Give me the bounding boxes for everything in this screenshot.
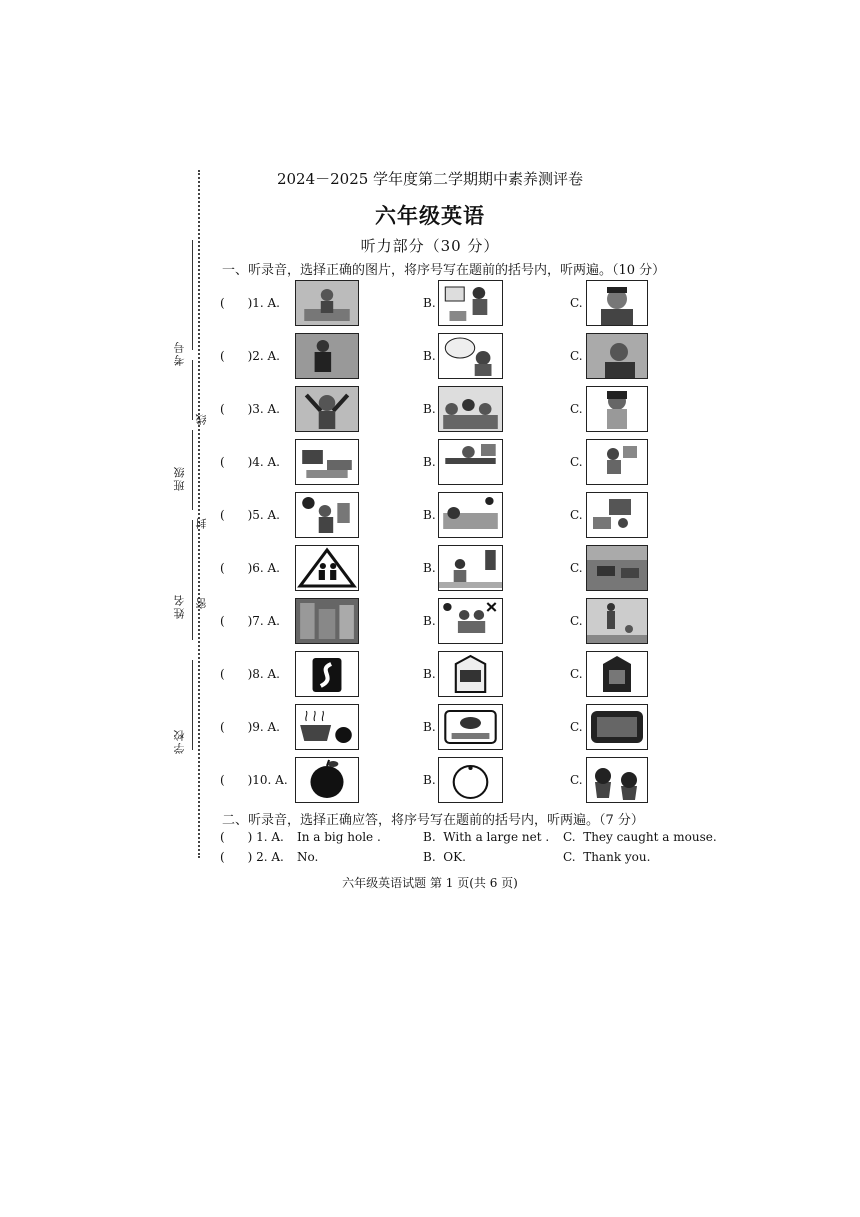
page-footer: 六年级英语试题 第 1 页(共 6 页) (342, 876, 518, 890)
street-scene-icon (586, 545, 648, 591)
question-label: ( )4. A. (220, 455, 280, 469)
line-label: 线 (195, 412, 208, 425)
answer-c: C. Thank you. (563, 850, 651, 864)
answer-a: No. (297, 850, 319, 864)
class-line (192, 430, 193, 510)
option-b-label: B. (423, 296, 436, 310)
woman-sitting-icon (295, 333, 359, 379)
class-label: 班级 (173, 465, 186, 491)
children-crossing-icon (438, 598, 503, 644)
option-b-label: B. (423, 508, 436, 522)
option-c-label: C. (570, 614, 583, 628)
secret-label: 密 (195, 596, 208, 609)
travel-person-icon (438, 280, 503, 326)
option-b-label: B. (423, 455, 436, 469)
answer-c: C. They caught a mouse. (563, 830, 717, 844)
answer-b: B. OK. (423, 850, 466, 864)
option-c-label: C. (570, 773, 583, 787)
tv-room-icon (586, 492, 648, 538)
talking-man-icon (586, 333, 648, 379)
line-rule (192, 360, 193, 420)
reading-person-icon (295, 280, 359, 326)
busy-street-icon (295, 598, 359, 644)
option-b-label: B. (423, 349, 436, 363)
option-b-label: B. (423, 402, 436, 416)
option-c-label: C. (570, 349, 583, 363)
school-crossing-sign-icon (295, 545, 359, 591)
boy-cooking-icon (586, 439, 648, 485)
answer-b: B. With a large net . (423, 830, 550, 844)
name-line (192, 520, 193, 640)
noodle-bowl-apple-icon (295, 704, 359, 750)
exam-no-line (192, 240, 193, 350)
question-label: ( )1. A. (220, 296, 280, 310)
drink-can-icon (295, 651, 359, 697)
binding-dotted-line (198, 170, 200, 858)
apple-icon (295, 757, 359, 803)
girl-portrait-icon (586, 386, 648, 432)
section2-instruction: 二、听录音，选择正确应答，将序号写在题前的括号内，听两遍。（7 分） (222, 813, 644, 828)
option-c-label: C. (570, 455, 583, 469)
desk-study-icon (438, 439, 503, 485)
answer-label: ( ) 2. A. (220, 850, 284, 864)
meal-tray-icon (586, 704, 648, 750)
subject-title: 六年级英语 (375, 203, 485, 228)
exam-no-label: 考号 (173, 340, 186, 366)
question-label: ( )2. A. (220, 349, 280, 363)
part-title: 听力部分（30 分） (360, 237, 500, 255)
name-label: 姓名 (173, 593, 186, 619)
option-b-label: B. (423, 773, 436, 787)
option-c-label: C. (570, 561, 583, 575)
question-label: ( )9. A. (220, 720, 280, 734)
question-label: ( )10. A. (220, 773, 288, 787)
answer-a: In a big hole . (297, 830, 381, 844)
option-c-label: C. (570, 402, 583, 416)
milk-carton-icon (438, 651, 503, 697)
option-c-label: C. (570, 508, 583, 522)
orange-icon (438, 757, 503, 803)
school-label: 学校 (173, 728, 186, 754)
messy-room-icon (295, 439, 359, 485)
question-label: ( )6. A. (220, 561, 280, 575)
man-portrait-icon (586, 280, 648, 326)
school-line (192, 660, 193, 750)
phone-call-icon (438, 333, 503, 379)
option-b-label: B. (423, 667, 436, 681)
seal-label: 封 (195, 516, 208, 529)
crowd-icon (438, 386, 503, 432)
excited-person-icon (295, 386, 359, 432)
juice-box-icon (586, 651, 648, 697)
option-c-label: C. (570, 296, 583, 310)
question-label: ( )7. A. (220, 614, 280, 628)
question-label: ( )5. A. (220, 508, 280, 522)
cupcakes-icon (586, 757, 648, 803)
option-c-label: C. (570, 720, 583, 734)
exam-title: 2024－2025 学年度第二学期期中素养测评卷 (276, 170, 584, 188)
option-b-label: B. (423, 614, 436, 628)
answer-label: ( ) 1. A. (220, 830, 284, 844)
option-c-label: C. (570, 667, 583, 681)
section1-instruction: 一、听录音，选择正确的图片，将序号写在题前的括号内，听两遍。（10 分） (222, 263, 666, 278)
person-street-icon (586, 598, 648, 644)
traffic-light-crossing-icon (438, 545, 503, 591)
bento-tray-icon (438, 704, 503, 750)
option-b-label: B. (423, 561, 436, 575)
sleeping-bed-icon (438, 492, 503, 538)
question-label: ( )3. A. (220, 402, 280, 416)
question-label: ( )8. A. (220, 667, 280, 681)
computer-user-icon (295, 492, 359, 538)
option-b-label: B. (423, 720, 436, 734)
